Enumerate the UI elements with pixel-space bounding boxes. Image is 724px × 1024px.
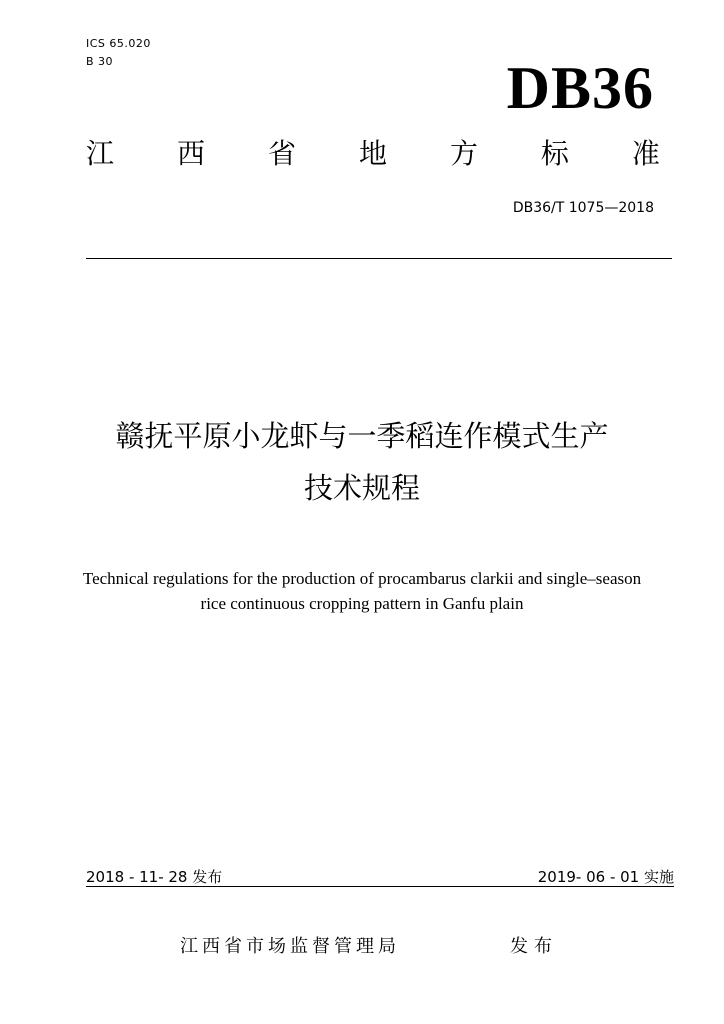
standard-type-char: 地 <box>358 137 387 170</box>
issue-date: 2018 - 11- 28 发布 <box>86 868 223 886</box>
ics-code: ICS 65.020 <box>86 37 151 50</box>
standard-type-char: 江 <box>86 137 115 170</box>
db-logo: DB36 <box>506 55 654 121</box>
implement-date: 2019- 06 - 01 实施 <box>537 868 674 886</box>
standard-type <box>86 137 660 170</box>
standard-type-char: 方 <box>449 137 478 170</box>
standard-number: DB36/T 1075—2018 <box>512 200 654 216</box>
title-zh-line1: 赣抚平原小龙虾与一季稻连作模式生产 <box>115 419 609 453</box>
publish-label: 发布 <box>510 936 558 957</box>
title-zh-line2: 技术规程 <box>303 471 420 505</box>
ccs-code: B 30 <box>86 55 114 68</box>
title-en-line2: rice continuous cropping pattern in Ganfu plain <box>200 594 524 613</box>
issuer: 江西省市场监督管理局 <box>180 936 400 957</box>
standard-type-char: 省 <box>267 137 296 170</box>
title-en-line1: Technical regulations for the production of procambarus clarkii and single–season <box>82 569 642 588</box>
top-divider <box>86 258 672 259</box>
standard-type-char: 西 <box>176 137 205 170</box>
standard-type-char: 标 <box>540 137 569 170</box>
bottom-divider <box>86 886 674 887</box>
standard-type-char: 准 <box>631 137 660 170</box>
